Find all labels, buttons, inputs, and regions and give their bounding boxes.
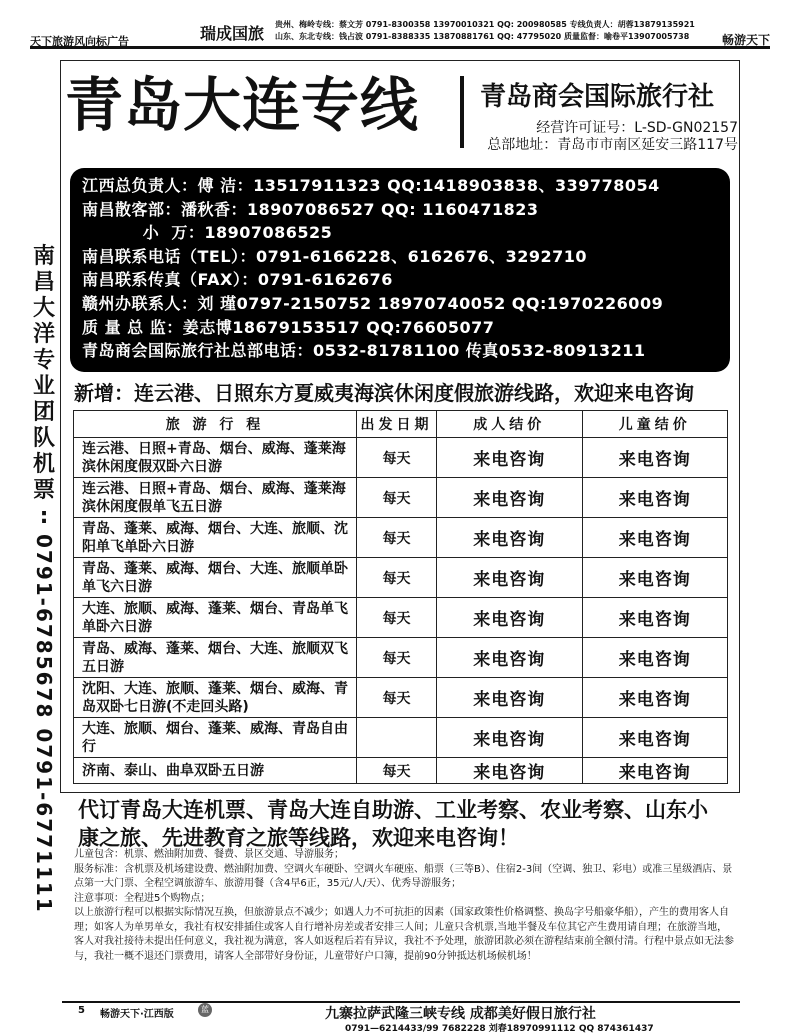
contact-line: 青岛商会国际旅行社总部电话：0532-81781100 传真0532-80913211 — [82, 341, 646, 361]
route-cell: 连云港、日照+青岛、烟台、威海、蓬莱海滨休闲度假双卧六日游 — [74, 438, 357, 478]
child-price-cell: 来电咨询 — [582, 478, 728, 518]
route-cell: 济南、泰山、曲阜双卧五日游 — [74, 758, 357, 784]
page-title: 青岛大连专线 — [65, 71, 420, 139]
route-cell: 连云港、日照+青岛、烟台、威海、蓬莱海滨休闲度假单飞五日游 — [74, 478, 357, 518]
child-price-cell: 来电咨询 — [582, 598, 728, 638]
date-cell: 每天 — [357, 438, 437, 478]
side-phones: 0791-6785678 0791-6771111 — [32, 534, 56, 914]
page-number: 5 — [78, 1005, 85, 1016]
footer-ad-contact: 0791—6214433/99 7682228 刘春18970991112 QQ 874361437 — [345, 1024, 654, 1034]
route-cell: 青岛、蓬莱、威海、烟台、大连、旅顺、沈阳单飞单卧六日游 — [74, 518, 357, 558]
contact-line: 南昌散客部：潘秋香：18907086527 QQ: 1160471823 — [82, 199, 539, 219]
table-row — [74, 598, 728, 638]
header-left-text: 天下旅游风向标广告 — [30, 35, 129, 48]
date-cell: 每天 — [357, 638, 437, 678]
date-cell: 每天 — [357, 478, 437, 518]
edition-badge: 蓝 — [198, 1003, 212, 1017]
child-price-cell: 来电咨询 — [582, 718, 728, 758]
license-number: 经营许可证号：L-SD-GN02157 — [536, 120, 738, 136]
route-cell: 青岛、威海、蓬莱、烟台、大连、旅顺双飞五日游 — [74, 638, 357, 678]
header-brand: 瑞成国旅 — [200, 24, 265, 43]
adult-price-cell: 来电咨询 — [437, 638, 583, 678]
note-line: 注意事项：全程进5个购物点； — [74, 892, 211, 904]
new-route-announcement: 新增：连云港、日照东方夏威夷海滨休闲度假旅游线路，欢迎来电咨询 — [74, 381, 694, 405]
side-char: 队 — [32, 426, 55, 451]
table-row — [74, 518, 728, 558]
adult-price-cell: 来电咨询 — [437, 518, 583, 558]
date-cell: 每天 — [357, 758, 437, 784]
side-char: : — [39, 504, 49, 529]
note-line: 服务标准：含机票及机场建设费、燃油附加费、空调火车硬卧、空调火车硬座、船票（三等B）、住宿2-3间（空调、独卫、彩电）或准三星级酒店、景点第一大门票、全程空调旅游车、旅游用餐（含4早6正，35元/人/天）、优秀导游服务； — [74, 863, 733, 889]
child-price-cell: 来电咨询 — [582, 678, 728, 718]
hq-address: 总部地址：青岛市市南区延安三路117号 — [487, 137, 738, 153]
route-cell: 大连、旅顺、威海、蓬莱、烟台、青岛单飞单卧六日游 — [74, 598, 357, 638]
side-char: 昌 — [32, 270, 55, 295]
adult-price-cell: 来电咨询 — [437, 558, 583, 598]
contact-line: 江西总负责人：傅 洁：13517911323 QQ:1418903838、339778054 — [82, 176, 660, 195]
date-cell — [357, 718, 437, 758]
agency-name: 青岛商会国际旅行社 — [480, 82, 715, 112]
adult-price-cell: 来电咨询 — [437, 718, 583, 758]
route-cell: 青岛、蓬莱、威海、烟台、大连、旅顺单卧单飞六日游 — [74, 558, 357, 598]
child-price-cell: 来电咨询 — [582, 518, 728, 558]
header-contact-line-1: 贵州、梅岭专线：蔡文芳 0791-8300358 13970010321 QQ: 200980585 专线负责人：胡蓉13879135921 — [275, 20, 695, 29]
footer-ad-title: 九寨拉萨武隆三峡专线 成都美好假日旅行社 — [325, 1006, 596, 1022]
date-cell: 每天 — [357, 598, 437, 638]
side-chars — [30, 244, 58, 530]
table-row — [74, 758, 728, 784]
header-contacts — [275, 19, 695, 43]
note-line: 儿童包含：机票、燃油附加费、餐费、景区交通、导游服务； — [74, 849, 344, 860]
header-route: 旅 游 行 程 — [74, 411, 357, 438]
contact-line: 南昌联系电话（TEL）：0791-6166228、6162676、3292710 — [82, 246, 588, 266]
side-char: 业 — [32, 374, 55, 399]
header-divider — [30, 46, 770, 49]
side-char: 洋 — [32, 322, 55, 347]
route-table — [73, 410, 728, 784]
adult-price-cell: 来电咨询 — [437, 598, 583, 638]
adult-price-cell: 来电咨询 — [437, 438, 583, 478]
side-ticket-ad — [30, 244, 58, 914]
side-char: 机 — [32, 452, 55, 477]
side-char: 南 — [32, 244, 55, 269]
promo-text: 代订青岛大连机票、青岛大连自助游、工业考察、农业考察、山东小康之旅、先进教育之旅等线路，欢迎来电咨询！ — [78, 798, 708, 850]
header-right-text: 畅游天下 — [721, 33, 770, 47]
child-price-cell: 来电咨询 — [582, 758, 728, 784]
route-cell: 沈阳、大连、旅顺、蓬莱、烟台、威海、青岛双卧七日游(不走回头路) — [74, 678, 357, 718]
side-char: 票 — [32, 478, 55, 503]
table-row — [74, 638, 728, 678]
contact-line: 赣州办联系人：刘 瑾0797-2150752 18970740052 QQ:1970226009 — [82, 293, 664, 313]
child-price-cell: 来电咨询 — [582, 558, 728, 598]
table-row — [74, 478, 728, 518]
header-contact-line-2: 山东、东北专线：钱占波 0791-8388335 13870881761 QQ: 47795020 质量监督：喻卷平13907005738 — [275, 32, 690, 41]
table-row — [74, 558, 728, 598]
contact-line: 南昌联系传真（FAX）：0791-6162676 — [82, 270, 393, 290]
header-adult-price: 成人结价 — [437, 411, 583, 438]
contact-box — [70, 168, 730, 372]
contact-line: 小 万：18907086525 — [82, 223, 333, 243]
adult-price-cell: 来电咨询 — [437, 478, 583, 518]
magazine-name: 畅游天下·江西版 — [100, 1009, 174, 1020]
table-row — [74, 678, 728, 718]
table-row — [74, 438, 728, 478]
header-child-price: 儿童结价 — [582, 411, 728, 438]
contact-line: 质 量 总 监：姜志博18679153517 QQ:76605077 — [82, 317, 495, 337]
table-row — [74, 718, 728, 758]
top-header — [30, 15, 770, 48]
note-line: 以上旅游行程可以根据实际情况互换，但旅游景点不减少；如遇人力不可抗拒的因素（国家政策性价格调整、换岛字号船豪华船），产生的费用客人自理；如客人为单男单女，我社有权安排插住或客人自行增补房差或者安排三人间；儿童只含机票,当地半餐及车位其它产生费用请自理；在旅游当地，客人对我社接待未提出任何意义，我社视为满意，客人如返程后若有异议，我社不予处理，旅游团款必须在游程结束前全额付清。行程中景点如无法参与，我社一概不退还门票费用，请客人全部带好身份证，儿童带好户口簿，提前90分钟抵达机场候机场！ — [74, 907, 734, 962]
adult-price-cell: 来电咨询 — [437, 678, 583, 718]
date-cell: 每天 — [357, 518, 437, 558]
date-cell: 每天 — [357, 558, 437, 598]
child-price-cell: 来电咨询 — [582, 638, 728, 678]
date-cell: 每天 — [357, 678, 437, 718]
header-date: 出发日期 — [357, 411, 437, 438]
side-char: 专 — [32, 348, 55, 373]
side-char: 团 — [32, 400, 55, 425]
table-header-row — [74, 411, 728, 438]
route-cell: 大连、旅顺、烟台、蓬莱、威海、青岛自由行 — [74, 718, 357, 758]
adult-price-cell: 来电咨询 — [437, 758, 583, 784]
side-char: 大 — [32, 296, 55, 321]
child-price-cell: 来电咨询 — [582, 438, 728, 478]
terms-notes — [74, 848, 734, 964]
